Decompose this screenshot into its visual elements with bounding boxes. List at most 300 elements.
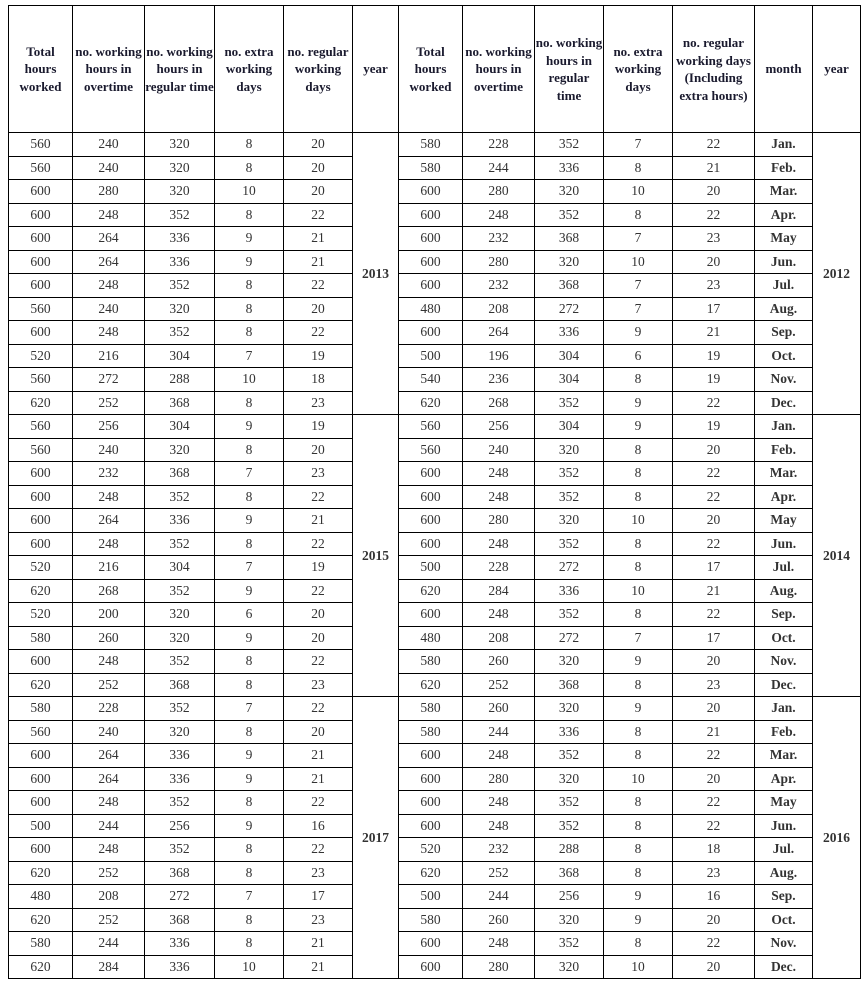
cell-right-overtime-hours: 228 xyxy=(463,133,535,157)
cell-left-regular-days: 22 xyxy=(284,838,353,862)
cell-left-regular-hours: 304 xyxy=(145,415,215,439)
header-right-overtime-hours: no. working hours in overtime xyxy=(463,6,535,133)
cell-right-regular-days: 20 xyxy=(673,650,755,674)
cell-right-overtime-hours: 248 xyxy=(463,532,535,556)
cell-month: Aug. xyxy=(755,861,813,885)
table-row xyxy=(9,838,861,862)
cell-left-total-hours: 480 xyxy=(9,885,73,909)
cell-left-regular-days: 22 xyxy=(284,274,353,298)
table-row xyxy=(9,767,861,791)
cell-right-total-hours: 600 xyxy=(399,814,463,838)
table-row xyxy=(9,133,861,157)
cell-left-overtime-hours: 248 xyxy=(73,274,145,298)
cell-right-regular-days: 22 xyxy=(673,791,755,815)
header-row xyxy=(9,6,861,133)
header-left-regular-hours: no. working hours in regular time xyxy=(145,6,215,133)
cell-left-regular-hours: 336 xyxy=(145,509,215,533)
cell-right-regular-hours: 336 xyxy=(535,156,604,180)
cell-left-overtime-hours: 240 xyxy=(73,156,145,180)
cell-month: Sep. xyxy=(755,603,813,627)
table-row xyxy=(9,156,861,180)
cell-left-overtime-hours: 264 xyxy=(73,767,145,791)
cell-month: Jun. xyxy=(755,532,813,556)
table-row xyxy=(9,344,861,368)
cell-left-total-hours: 520 xyxy=(9,344,73,368)
cell-left-regular-days: 21 xyxy=(284,509,353,533)
cell-left-year: 2015 xyxy=(353,415,399,697)
table-row xyxy=(9,579,861,603)
table-row xyxy=(9,297,861,321)
cell-left-extra-days: 8 xyxy=(215,438,284,462)
cell-left-regular-hours: 320 xyxy=(145,438,215,462)
cell-left-regular-hours: 320 xyxy=(145,133,215,157)
cell-right-overtime-hours: 232 xyxy=(463,227,535,251)
cell-month: Feb. xyxy=(755,438,813,462)
cell-right-total-hours: 620 xyxy=(399,673,463,697)
cell-right-overtime-hours: 252 xyxy=(463,673,535,697)
cell-left-overtime-hours: 248 xyxy=(73,203,145,227)
cell-left-extra-days: 8 xyxy=(215,838,284,862)
cell-left-regular-hours: 336 xyxy=(145,932,215,956)
header-left-total-hours: Total hours worked xyxy=(9,6,73,133)
cell-right-overtime-hours: 256 xyxy=(463,415,535,439)
cell-right-regular-hours: 304 xyxy=(535,344,604,368)
cell-right-regular-hours: 352 xyxy=(535,603,604,627)
cell-left-regular-days: 19 xyxy=(284,415,353,439)
cell-month: Oct. xyxy=(755,908,813,932)
cell-right-extra-days: 8 xyxy=(604,556,673,580)
cell-left-overtime-hours: 264 xyxy=(73,227,145,251)
cell-right-total-hours: 480 xyxy=(399,297,463,321)
cell-left-regular-days: 20 xyxy=(284,156,353,180)
cell-left-total-hours: 560 xyxy=(9,297,73,321)
cell-left-total-hours: 620 xyxy=(9,955,73,979)
cell-left-regular-days: 17 xyxy=(284,885,353,909)
cell-left-overtime-hours: 200 xyxy=(73,603,145,627)
cell-left-overtime-hours: 232 xyxy=(73,462,145,486)
cell-month: Feb. xyxy=(755,156,813,180)
cell-left-overtime-hours: 244 xyxy=(73,814,145,838)
cell-left-regular-days: 20 xyxy=(284,180,353,204)
cell-right-regular-days: 21 xyxy=(673,579,755,603)
cell-left-overtime-hours: 264 xyxy=(73,744,145,768)
cell-left-extra-days: 8 xyxy=(215,274,284,298)
cell-month: Oct. xyxy=(755,626,813,650)
cell-right-overtime-hours: 260 xyxy=(463,697,535,721)
cell-right-overtime-hours: 252 xyxy=(463,861,535,885)
cell-left-total-hours: 600 xyxy=(9,203,73,227)
cell-right-extra-days: 9 xyxy=(604,697,673,721)
cell-left-regular-days: 21 xyxy=(284,932,353,956)
cell-right-extra-days: 9 xyxy=(604,391,673,415)
cell-right-regular-days: 22 xyxy=(673,532,755,556)
cell-right-extra-days: 8 xyxy=(604,673,673,697)
cell-left-regular-days: 22 xyxy=(284,791,353,815)
table-row xyxy=(9,438,861,462)
table-row xyxy=(9,250,861,274)
cell-right-extra-days: 7 xyxy=(604,227,673,251)
cell-left-total-hours: 560 xyxy=(9,368,73,392)
cell-right-overtime-hours: 280 xyxy=(463,250,535,274)
cell-right-regular-hours: 320 xyxy=(535,180,604,204)
cell-right-total-hours: 600 xyxy=(399,180,463,204)
cell-right-overtime-hours: 236 xyxy=(463,368,535,392)
cell-left-regular-hours: 368 xyxy=(145,391,215,415)
cell-left-total-hours: 580 xyxy=(9,697,73,721)
cell-right-extra-days: 8 xyxy=(604,838,673,862)
cell-right-regular-days: 22 xyxy=(673,462,755,486)
cell-left-overtime-hours: 268 xyxy=(73,579,145,603)
cell-right-total-hours: 620 xyxy=(399,861,463,885)
cell-left-overtime-hours: 240 xyxy=(73,297,145,321)
cell-left-overtime-hours: 248 xyxy=(73,532,145,556)
cell-left-total-hours: 560 xyxy=(9,720,73,744)
cell-right-regular-days: 22 xyxy=(673,485,755,509)
cell-left-regular-days: 23 xyxy=(284,462,353,486)
cell-right-regular-hours: 272 xyxy=(535,556,604,580)
cell-left-regular-hours: 304 xyxy=(145,344,215,368)
cell-right-regular-hours: 304 xyxy=(535,368,604,392)
cell-left-regular-hours: 320 xyxy=(145,156,215,180)
cell-left-regular-hours: 336 xyxy=(145,955,215,979)
cell-right-total-hours: 620 xyxy=(399,391,463,415)
cell-left-total-hours: 580 xyxy=(9,932,73,956)
cell-right-total-hours: 620 xyxy=(399,579,463,603)
cell-left-regular-hours: 368 xyxy=(145,673,215,697)
cell-left-total-hours: 600 xyxy=(9,650,73,674)
cell-left-regular-days: 20 xyxy=(284,438,353,462)
cell-right-regular-hours: 352 xyxy=(535,133,604,157)
cell-left-extra-days: 8 xyxy=(215,156,284,180)
table-row xyxy=(9,556,861,580)
cell-right-regular-hours: 352 xyxy=(535,814,604,838)
cell-month: Jun. xyxy=(755,814,813,838)
cell-month: Dec. xyxy=(755,391,813,415)
header-right-regular-hours: no. working hours in regular time xyxy=(535,6,604,133)
cell-left-regular-days: 21 xyxy=(284,744,353,768)
cell-left-regular-hours: 272 xyxy=(145,885,215,909)
cell-right-extra-days: 7 xyxy=(604,297,673,321)
cell-month: Nov. xyxy=(755,368,813,392)
table-row xyxy=(9,203,861,227)
cell-month: May xyxy=(755,791,813,815)
cell-right-regular-hours: 336 xyxy=(535,720,604,744)
cell-left-total-hours: 600 xyxy=(9,744,73,768)
cell-right-regular-hours: 368 xyxy=(535,861,604,885)
table-row xyxy=(9,485,861,509)
cell-left-overtime-hours: 264 xyxy=(73,250,145,274)
cell-right-overtime-hours: 196 xyxy=(463,344,535,368)
cell-left-extra-days: 8 xyxy=(215,791,284,815)
cell-right-regular-days: 21 xyxy=(673,156,755,180)
table-row xyxy=(9,885,861,909)
cell-left-extra-days: 9 xyxy=(215,579,284,603)
cell-right-regular-hours: 320 xyxy=(535,509,604,533)
cell-left-extra-days: 9 xyxy=(215,814,284,838)
cell-left-regular-days: 19 xyxy=(284,556,353,580)
cell-left-regular-hours: 352 xyxy=(145,485,215,509)
cell-left-regular-hours: 320 xyxy=(145,603,215,627)
cell-month: Sep. xyxy=(755,321,813,345)
cell-month: Jun. xyxy=(755,250,813,274)
cell-right-overtime-hours: 232 xyxy=(463,274,535,298)
cell-left-extra-days: 8 xyxy=(215,297,284,321)
cell-right-regular-days: 20 xyxy=(673,767,755,791)
cell-right-total-hours: 600 xyxy=(399,791,463,815)
cell-left-overtime-hours: 280 xyxy=(73,180,145,204)
cell-left-regular-hours: 352 xyxy=(145,579,215,603)
cell-left-regular-days: 23 xyxy=(284,391,353,415)
cell-left-extra-days: 8 xyxy=(215,908,284,932)
cell-left-regular-days: 20 xyxy=(284,720,353,744)
cell-left-regular-days: 16 xyxy=(284,814,353,838)
cell-left-total-hours: 600 xyxy=(9,180,73,204)
cell-right-total-hours: 580 xyxy=(399,133,463,157)
cell-right-regular-days: 23 xyxy=(673,861,755,885)
cell-left-year: 2017 xyxy=(353,697,399,979)
header-left-year: year xyxy=(353,6,399,133)
table-row xyxy=(9,415,861,439)
cell-left-overtime-hours: 240 xyxy=(73,438,145,462)
table-row xyxy=(9,462,861,486)
cell-right-regular-days: 20 xyxy=(673,955,755,979)
cell-right-regular-hours: 352 xyxy=(535,532,604,556)
cell-right-overtime-hours: 248 xyxy=(463,603,535,627)
cell-right-extra-days: 8 xyxy=(604,603,673,627)
cell-month: Jan. xyxy=(755,133,813,157)
cell-right-regular-hours: 352 xyxy=(535,203,604,227)
cell-right-overtime-hours: 248 xyxy=(463,462,535,486)
cell-right-extra-days: 9 xyxy=(604,885,673,909)
cell-right-total-hours: 560 xyxy=(399,438,463,462)
cell-left-overtime-hours: 208 xyxy=(73,885,145,909)
cell-right-total-hours: 580 xyxy=(399,650,463,674)
cell-right-overtime-hours: 264 xyxy=(463,321,535,345)
cell-left-extra-days: 7 xyxy=(215,344,284,368)
cell-right-extra-days: 8 xyxy=(604,156,673,180)
cell-month: Apr. xyxy=(755,767,813,791)
cell-right-regular-hours: 352 xyxy=(535,744,604,768)
cell-right-regular-days: 20 xyxy=(673,250,755,274)
cell-right-overtime-hours: 248 xyxy=(463,814,535,838)
table-row xyxy=(9,908,861,932)
cell-right-total-hours: 600 xyxy=(399,744,463,768)
cell-month: Jan. xyxy=(755,415,813,439)
cell-right-overtime-hours: 244 xyxy=(463,885,535,909)
cell-left-regular-days: 23 xyxy=(284,908,353,932)
cell-right-total-hours: 500 xyxy=(399,556,463,580)
cell-right-overtime-hours: 280 xyxy=(463,955,535,979)
cell-right-regular-hours: 320 xyxy=(535,438,604,462)
cell-right-regular-days: 21 xyxy=(673,720,755,744)
cell-right-extra-days: 8 xyxy=(604,462,673,486)
cell-right-regular-hours: 272 xyxy=(535,626,604,650)
cell-left-regular-days: 22 xyxy=(284,650,353,674)
cell-left-extra-days: 8 xyxy=(215,133,284,157)
header-right-extra-days: no. extra working days xyxy=(604,6,673,133)
table-row xyxy=(9,274,861,298)
cell-right-regular-hours: 320 xyxy=(535,250,604,274)
cell-month: Dec. xyxy=(755,673,813,697)
table-row xyxy=(9,861,861,885)
cell-left-total-hours: 560 xyxy=(9,156,73,180)
cell-left-extra-days: 7 xyxy=(215,697,284,721)
cell-left-extra-days: 8 xyxy=(215,321,284,345)
cell-left-regular-hours: 320 xyxy=(145,720,215,744)
table-row xyxy=(9,720,861,744)
cell-right-regular-hours: 352 xyxy=(535,932,604,956)
cell-left-regular-hours: 352 xyxy=(145,532,215,556)
cell-left-regular-hours: 368 xyxy=(145,462,215,486)
cell-right-regular-hours: 368 xyxy=(535,673,604,697)
cell-month: Jul. xyxy=(755,274,813,298)
cell-right-regular-days: 20 xyxy=(673,908,755,932)
cell-right-regular-days: 17 xyxy=(673,556,755,580)
cell-month: Sep. xyxy=(755,885,813,909)
cell-left-overtime-hours: 252 xyxy=(73,673,145,697)
cell-right-regular-days: 22 xyxy=(673,391,755,415)
cell-right-total-hours: 600 xyxy=(399,955,463,979)
cell-right-extra-days: 9 xyxy=(604,415,673,439)
cell-right-regular-hours: 320 xyxy=(535,650,604,674)
cell-right-extra-days: 6 xyxy=(604,344,673,368)
cell-left-regular-days: 20 xyxy=(284,297,353,321)
cell-left-regular-days: 22 xyxy=(284,203,353,227)
cell-left-regular-days: 21 xyxy=(284,250,353,274)
cell-left-extra-days: 10 xyxy=(215,368,284,392)
cell-left-overtime-hours: 228 xyxy=(73,697,145,721)
header-right-regular-days: no. regular working days (Including extra hours) xyxy=(673,6,755,133)
cell-left-total-hours: 600 xyxy=(9,791,73,815)
cell-left-overtime-hours: 248 xyxy=(73,791,145,815)
cell-right-regular-hours: 352 xyxy=(535,791,604,815)
cell-right-total-hours: 560 xyxy=(399,415,463,439)
cell-right-overtime-hours: 248 xyxy=(463,203,535,227)
cell-month: May xyxy=(755,227,813,251)
working-hours-table xyxy=(8,5,861,979)
cell-right-regular-days: 17 xyxy=(673,626,755,650)
cell-left-total-hours: 600 xyxy=(9,532,73,556)
cell-right-total-hours: 500 xyxy=(399,344,463,368)
cell-left-regular-days: 22 xyxy=(284,697,353,721)
cell-left-regular-hours: 352 xyxy=(145,650,215,674)
cell-right-regular-hours: 272 xyxy=(535,297,604,321)
cell-right-regular-days: 18 xyxy=(673,838,755,862)
cell-left-total-hours: 560 xyxy=(9,133,73,157)
cell-left-regular-hours: 368 xyxy=(145,908,215,932)
cell-left-total-hours: 620 xyxy=(9,861,73,885)
cell-left-total-hours: 600 xyxy=(9,509,73,533)
table-row xyxy=(9,791,861,815)
cell-right-extra-days: 8 xyxy=(604,532,673,556)
cell-right-total-hours: 600 xyxy=(399,462,463,486)
cell-left-regular-days: 22 xyxy=(284,321,353,345)
cell-left-regular-days: 20 xyxy=(284,133,353,157)
cell-right-extra-days: 7 xyxy=(604,274,673,298)
table-row xyxy=(9,532,861,556)
cell-right-total-hours: 600 xyxy=(399,932,463,956)
cell-left-year: 2013 xyxy=(353,133,399,415)
cell-right-regular-hours: 320 xyxy=(535,908,604,932)
cell-right-overtime-hours: 248 xyxy=(463,932,535,956)
cell-right-year: 2012 xyxy=(813,133,861,415)
cell-right-overtime-hours: 240 xyxy=(463,438,535,462)
cell-right-regular-days: 16 xyxy=(673,885,755,909)
cell-left-extra-days: 8 xyxy=(215,650,284,674)
cell-left-overtime-hours: 216 xyxy=(73,344,145,368)
cell-right-extra-days: 9 xyxy=(604,908,673,932)
cell-left-regular-hours: 336 xyxy=(145,250,215,274)
cell-left-regular-days: 22 xyxy=(284,579,353,603)
cell-month: Nov. xyxy=(755,932,813,956)
cell-left-total-hours: 600 xyxy=(9,274,73,298)
cell-left-overtime-hours: 240 xyxy=(73,720,145,744)
cell-left-overtime-hours: 256 xyxy=(73,415,145,439)
cell-right-overtime-hours: 208 xyxy=(463,626,535,650)
cell-left-total-hours: 600 xyxy=(9,227,73,251)
cell-left-extra-days: 10 xyxy=(215,955,284,979)
cell-right-regular-hours: 304 xyxy=(535,415,604,439)
header-right-total-hours: Total hours worked xyxy=(399,6,463,133)
cell-month: Aug. xyxy=(755,579,813,603)
cell-right-overtime-hours: 248 xyxy=(463,485,535,509)
cell-left-overtime-hours: 284 xyxy=(73,955,145,979)
cell-left-overtime-hours: 248 xyxy=(73,321,145,345)
cell-left-overtime-hours: 252 xyxy=(73,908,145,932)
table-row xyxy=(9,368,861,392)
cell-right-extra-days: 10 xyxy=(604,250,673,274)
cell-right-extra-days: 8 xyxy=(604,814,673,838)
cell-right-regular-hours: 368 xyxy=(535,274,604,298)
cell-right-extra-days: 8 xyxy=(604,203,673,227)
cell-left-overtime-hours: 248 xyxy=(73,650,145,674)
cell-left-regular-hours: 352 xyxy=(145,321,215,345)
cell-left-overtime-hours: 272 xyxy=(73,368,145,392)
cell-left-extra-days: 8 xyxy=(215,932,284,956)
cell-left-extra-days: 9 xyxy=(215,509,284,533)
cell-right-total-hours: 520 xyxy=(399,838,463,862)
cell-left-total-hours: 620 xyxy=(9,391,73,415)
cell-month: Feb. xyxy=(755,720,813,744)
cell-right-total-hours: 600 xyxy=(399,509,463,533)
cell-left-total-hours: 620 xyxy=(9,908,73,932)
cell-right-total-hours: 540 xyxy=(399,368,463,392)
cell-left-extra-days: 9 xyxy=(215,767,284,791)
cell-right-extra-days: 10 xyxy=(604,955,673,979)
cell-right-extra-days: 8 xyxy=(604,861,673,885)
cell-right-overtime-hours: 280 xyxy=(463,767,535,791)
cell-left-regular-hours: 304 xyxy=(145,556,215,580)
cell-right-overtime-hours: 228 xyxy=(463,556,535,580)
cell-right-overtime-hours: 248 xyxy=(463,744,535,768)
cell-left-extra-days: 7 xyxy=(215,885,284,909)
cell-left-overtime-hours: 252 xyxy=(73,861,145,885)
cell-right-regular-hours: 352 xyxy=(535,462,604,486)
table-row xyxy=(9,673,861,697)
cell-left-regular-days: 23 xyxy=(284,673,353,697)
header-right-year: year xyxy=(813,6,861,133)
cell-right-regular-hours: 320 xyxy=(535,697,604,721)
cell-right-extra-days: 8 xyxy=(604,485,673,509)
cell-left-regular-days: 22 xyxy=(284,532,353,556)
cell-right-total-hours: 600 xyxy=(399,603,463,627)
cell-right-regular-days: 17 xyxy=(673,297,755,321)
cell-left-total-hours: 580 xyxy=(9,626,73,650)
cell-month: Jul. xyxy=(755,556,813,580)
table-row xyxy=(9,391,861,415)
cell-right-total-hours: 600 xyxy=(399,250,463,274)
cell-left-regular-hours: 320 xyxy=(145,180,215,204)
